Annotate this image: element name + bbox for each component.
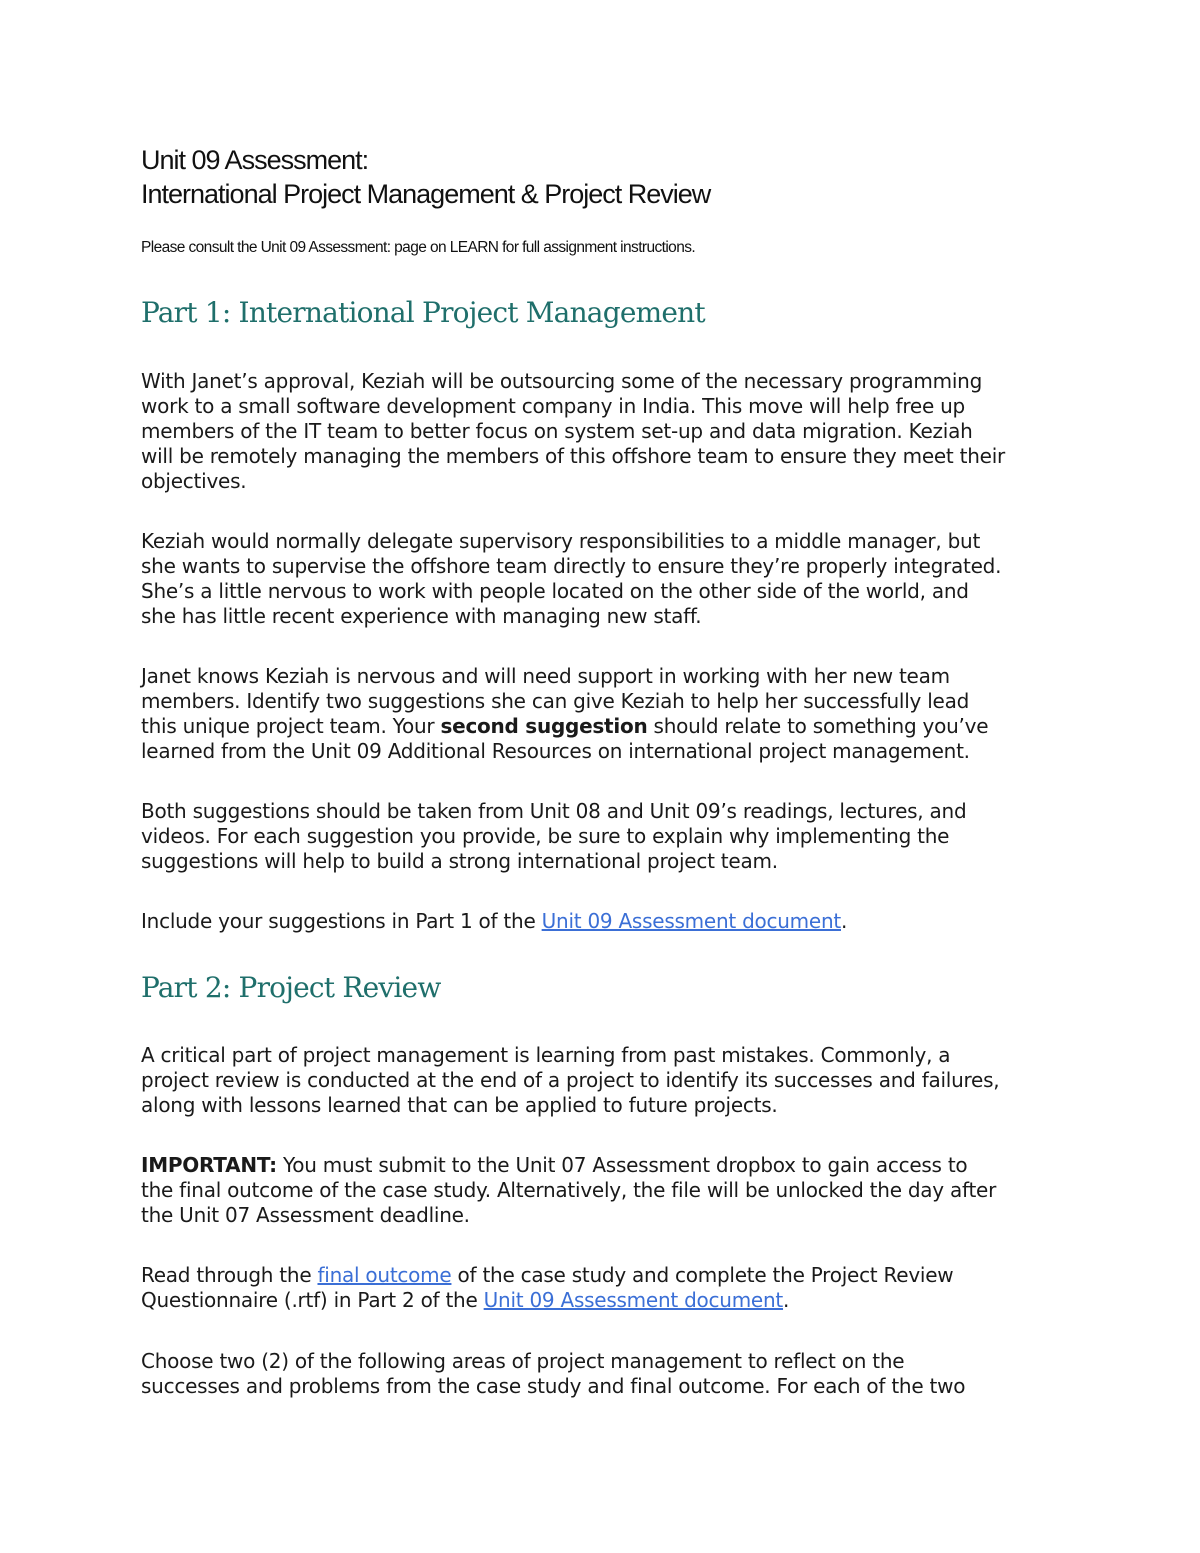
- text-line: suggestions will help to build a strong international project team.: [141, 849, 778, 873]
- part1-paragraph-4: [141, 799, 1071, 874]
- text-line: videos. For each suggestion you provide, be sure to explain why implementing the: [141, 824, 950, 848]
- text-line: project review is conducted at the end of a project to identify its successes and failures,: [141, 1068, 1000, 1092]
- text-run: of the case study and complete the Project Review: [451, 1263, 954, 1287]
- final-outcome-link[interactable]: final outcome: [317, 1263, 452, 1287]
- text-line: Both suggestions should be taken from Unit 08 and Unit 09’s readings, lectures, and: [141, 799, 967, 823]
- text-run: .: [841, 909, 848, 933]
- text-line: the final outcome of the case study. Alternatively, the file will be unlocked the day after: [141, 1178, 997, 1202]
- text-line: A critical part of project management is learning from past mistakes. Commonly, a: [141, 1043, 951, 1067]
- text-line: Janet knows Keziah is nervous and will need support in working with her new team: [141, 664, 950, 688]
- part1-paragraph-3: [141, 664, 1071, 764]
- text-line: Keziah would normally delegate supervisory responsibilities to a middle manager, but: [141, 529, 981, 553]
- text-line: [141, 1263, 1071, 1288]
- text-run: .: [783, 1288, 790, 1312]
- part2-paragraph-4: [141, 1349, 1071, 1399]
- text-line: the Unit 07 Assessment deadline.: [141, 1203, 470, 1227]
- text-run: Read through the: [141, 1263, 318, 1287]
- text-line: members. Identify two suggestions she can give Keziah to help her successfully lead: [141, 689, 970, 713]
- text-line: will be remotely managing the members of this offshore team to ensure they meet their: [141, 444, 1005, 468]
- text-line: successes and problems from the case study and final outcome. For each of the two: [141, 1374, 966, 1398]
- text-line: [141, 1153, 1071, 1178]
- text-line: work to a small software development company in India. This move will help free up: [141, 394, 965, 418]
- text-line: she has little recent experience with managing new staff.: [141, 604, 702, 628]
- part2-paragraph-3: [141, 1263, 1071, 1313]
- text-run: You must submit to the Unit 07 Assessment dropbox to gain access to: [276, 1153, 968, 1177]
- document-title: [141, 143, 710, 211]
- text-line: she wants to supervise the offshore team directly to ensure they’re properly integrated.: [141, 554, 1002, 578]
- part1-heading: Part 1: International Project Management: [141, 296, 705, 329]
- part1-paragraph-1: [141, 369, 1071, 494]
- text-run: Questionnaire (.rtf) in Part 2 of the: [141, 1288, 484, 1312]
- part2-paragraph-2: [141, 1153, 1071, 1228]
- part1-paragraph-5: [141, 909, 1071, 934]
- text-line: along with lessons learned that can be applied to future projects.: [141, 1093, 778, 1117]
- unit09-assessment-document-link-2[interactable]: Unit 09 Assessment document: [483, 1288, 784, 1312]
- text-line: [141, 909, 1071, 934]
- text-run: this unique project team. Your: [141, 714, 441, 738]
- important-label: IMPORTANT:: [141, 1153, 277, 1177]
- text-run: Include your suggestions in Part 1 of the: [141, 909, 542, 933]
- text-line: learned from the Unit 09 Additional Resources on international project management.: [141, 739, 970, 763]
- text-line: objectives.: [141, 469, 247, 493]
- text-run: should relate to something you’ve: [647, 714, 989, 738]
- part1-paragraph-2: [141, 529, 1071, 629]
- title-line-2: International Project Management & Project Review: [141, 179, 711, 209]
- emphasis-second-suggestion: second suggestion: [440, 714, 648, 738]
- text-line: Choose two (2) of the following areas of project management to reflect on the: [141, 1349, 905, 1373]
- consult-instructions: Please consult the Unit 09 Assessment: page on LEARN for full assignment instructions.: [141, 239, 696, 256]
- title-line-1: Unit 09 Assessment:: [141, 145, 369, 175]
- part2-paragraph-1: [141, 1043, 1071, 1118]
- part2-heading: Part 2: Project Review: [141, 971, 441, 1004]
- text-line: members of the IT team to better focus on system set-up and data migration. Keziah: [141, 419, 973, 443]
- text-line: [141, 1288, 1071, 1313]
- text-line: [141, 714, 1071, 739]
- text-line: She’s a little nervous to work with people located on the other side of the world, and: [141, 579, 969, 603]
- unit09-assessment-document-link[interactable]: Unit 09 Assessment document: [541, 909, 841, 933]
- text-line: With Janet’s approval, Keziah will be outsourcing some of the necessary programming: [141, 369, 983, 393]
